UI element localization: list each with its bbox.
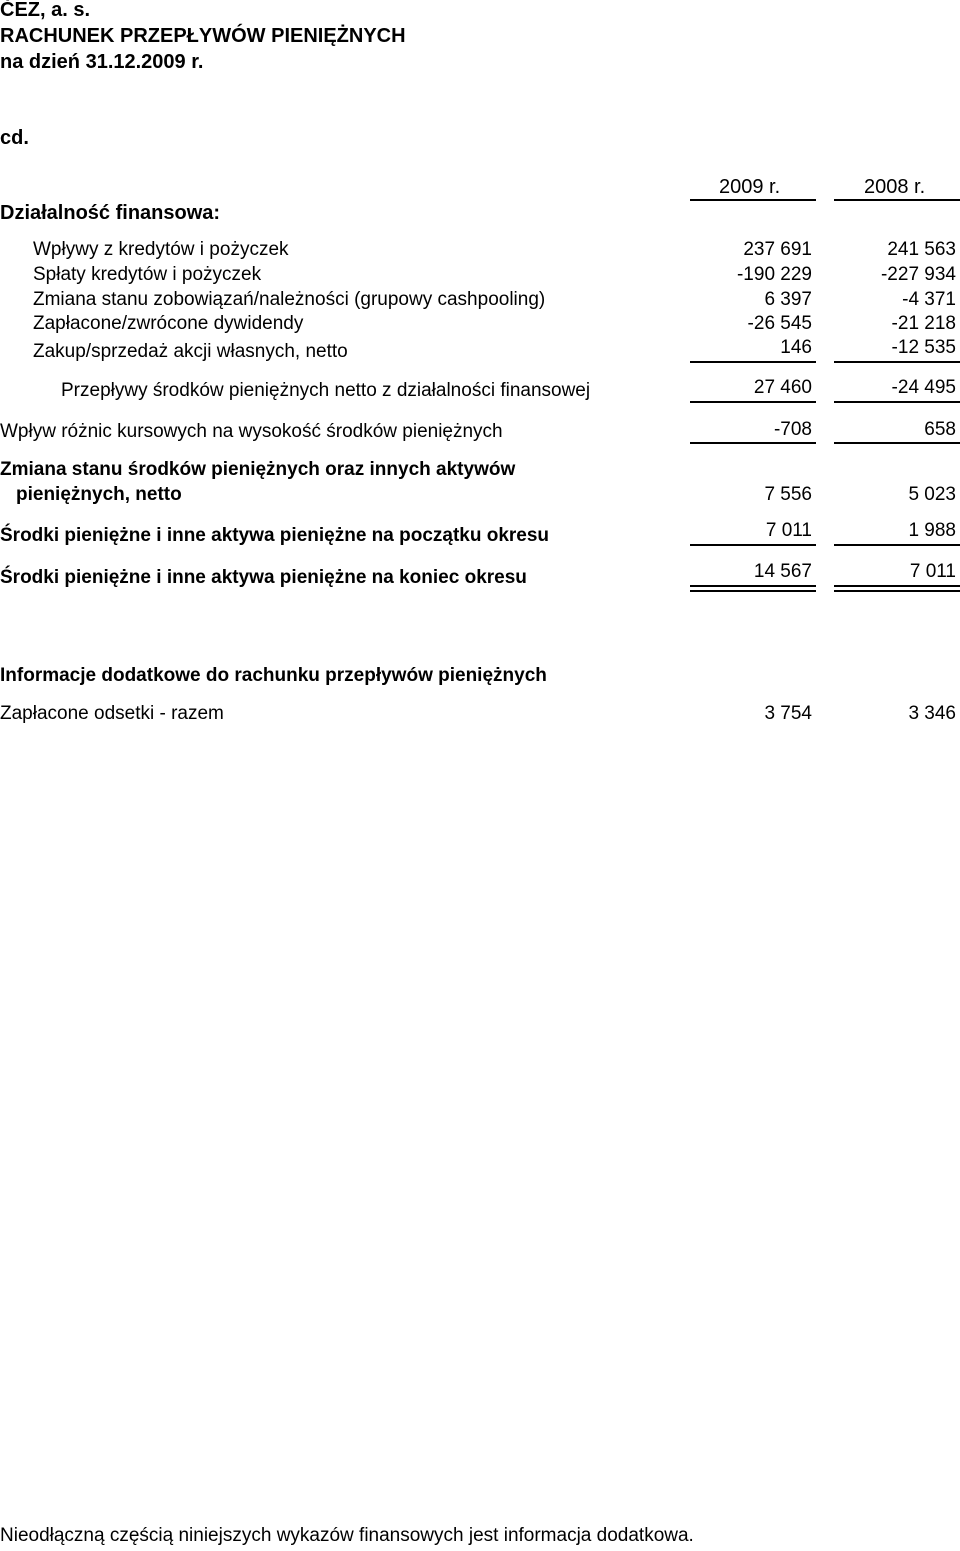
row-label: Zmiana stanu zobowiązań/należności (grupowy cashpooling) [33, 289, 546, 310]
statement-date: na dzień 31.12.2009 r. [0, 51, 204, 73]
net-financing-2008: -24 495 [891, 377, 956, 398]
row-value-2008: -12 535 [891, 337, 956, 358]
net-financing-2009: 27 460 [753, 377, 812, 398]
row-value-2009: -190 229 [736, 264, 812, 285]
closing-balance-2009: 14 567 [753, 561, 812, 582]
fx-underline [834, 442, 960, 444]
fx-2008: 658 [924, 419, 956, 440]
double-underline-bottom [690, 590, 816, 592]
row-value-2009: 237 691 [743, 239, 812, 260]
column-header-underline [834, 199, 960, 201]
row-value-2008: -21 218 [891, 313, 956, 334]
row-value-2008: -227 934 [880, 264, 956, 285]
net-change-2009: 7 556 [764, 484, 812, 505]
section-title: Działalność finansowa: [0, 202, 221, 224]
continued-marker: cd. [0, 127, 29, 149]
fx-underline [690, 442, 816, 444]
subtotal-line [834, 361, 960, 363]
double-underline-bottom [834, 590, 960, 592]
column-header-2008: 2008 r. [864, 176, 926, 198]
total-line [834, 401, 960, 403]
row-value-2009: 6 397 [764, 289, 812, 310]
row-value-2009: -26 545 [747, 313, 812, 334]
column-header-underline [690, 199, 816, 201]
opening-underline [834, 544, 960, 546]
fx-label: Wpływ różnic kursowych na wysokość środków pieniężnych [0, 421, 503, 442]
net-change-label-line2: pieniężnych, netto [16, 484, 182, 505]
net-change-label-line1: Zmiana stanu środków pieniężnych oraz innych aktywów [0, 459, 516, 480]
row-value-2009: 146 [780, 337, 812, 358]
opening-balance-2008: 1 988 [908, 520, 956, 541]
row-value-2008: 241 563 [887, 239, 956, 260]
subtotal-line [690, 361, 816, 363]
net-financing-label: Przepływy środków pieniężnych netto z działalności finansowej [61, 380, 591, 401]
interest-label: Zapłacone odsetki - razem [0, 703, 224, 724]
opening-balance-label: Środki pieniężne i inne aktywa pieniężne na początku okresu [0, 525, 550, 546]
fx-2009: -708 [773, 419, 812, 440]
row-label: Zakup/sprzedaż akcji własnych, netto [33, 341, 348, 362]
additional-info-title: Informacje dodatkowe do rachunku przepływów pieniężnych [0, 665, 547, 686]
opening-underline [690, 544, 816, 546]
net-change-2008: 5 023 [908, 484, 956, 505]
opening-balance-2009: 7 011 [765, 520, 812, 541]
closing-balance-2008: 7 011 [909, 561, 956, 582]
column-header-2009: 2009 r. [719, 176, 781, 198]
row-value-2008: -4 371 [902, 289, 956, 310]
double-underline-top [690, 585, 816, 587]
double-underline-top [834, 585, 960, 587]
interest-2009: 3 754 [764, 703, 812, 724]
row-label: Zapłacone/zwrócone dywidendy [33, 313, 304, 334]
company-name: ČEZ, a. s. [0, 0, 91, 21]
total-line [690, 401, 816, 403]
footer-note: Nieodłączną częścią niniejszych wykazów finansowych jest informacja dodatkowa. [0, 1525, 694, 1546]
interest-2008: 3 346 [908, 703, 956, 724]
closing-balance-label: Środki pieniężne i inne aktywa pieniężne na koniec okresu [0, 567, 527, 588]
row-label: Wpływy z kredytów i pożyczek [33, 239, 289, 260]
row-label: Spłaty kredytów i pożyczek [33, 264, 262, 285]
statement-title: RACHUNEK PRZEPŁYWÓW PIENIĘŻNYCH [0, 25, 406, 47]
